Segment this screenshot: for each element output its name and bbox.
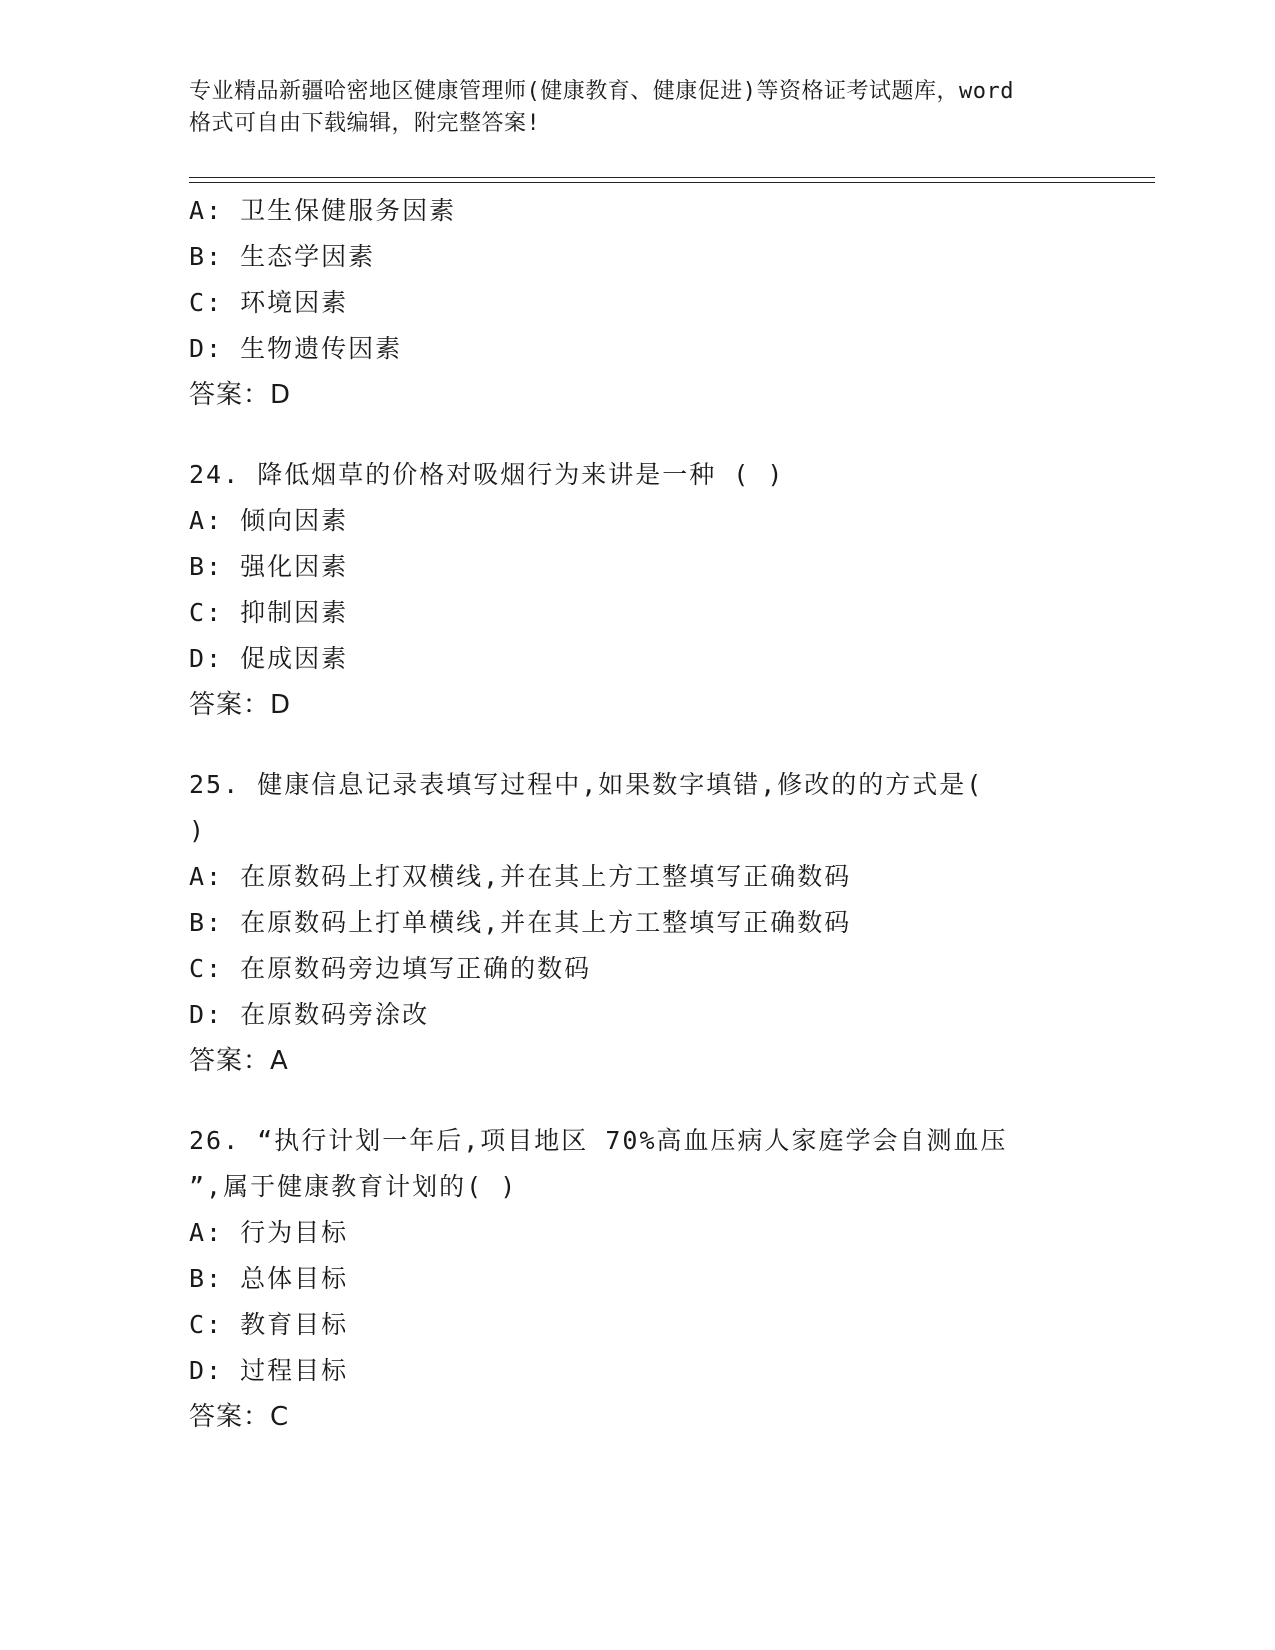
- option-a: A: 卫生保健服务因素: [189, 196, 457, 225]
- option-b: B: 生态学因素: [189, 242, 376, 271]
- option-d: D: 生物遗传因素: [189, 334, 403, 363]
- answer-line: 答案：D: [189, 380, 292, 410]
- header-line-1: 专业精品新疆哈密地区健康管理师(健康教育、健康促进)等资格证考试题库，word: [189, 79, 1014, 104]
- question-stem: 25. 健康信息记录表填写过程中,如果数字填错,修改的的方式是(: [189, 770, 984, 799]
- answer-line: 答案：A: [189, 1046, 289, 1076]
- option-a: A: 在原数码上打双横线,并在其上方工整填写正确数码: [189, 862, 852, 891]
- option-b: B: 在原数码上打单横线,并在其上方工整填写正确数码: [189, 908, 852, 937]
- option-d: D: 促成因素: [189, 644, 349, 673]
- question-block-24: [189, 452, 1155, 728]
- question-stem: 26. “执行计划一年后,项目地区 70%高血压病人家庭学会自测血压: [189, 1126, 1008, 1155]
- spacer: [189, 1084, 1155, 1118]
- option-a: A: 倾向因素: [189, 506, 349, 535]
- spacer: [189, 728, 1155, 762]
- option-c: C: 抑制因素: [189, 598, 349, 627]
- option-c: C: 在原数码旁边填写正确的数码: [189, 954, 592, 983]
- spacer: [189, 418, 1155, 452]
- option-c: C: 教育目标: [189, 1310, 349, 1339]
- document-header: [189, 76, 1089, 140]
- option-b: B: 总体目标: [189, 1264, 349, 1293]
- answer-line: 答案：D: [189, 690, 292, 720]
- option-d: D: 过程目标: [189, 1356, 349, 1385]
- option-c: C: 环境因素: [189, 288, 349, 317]
- answer-line: 答案：C: [189, 1402, 290, 1432]
- question-stem-continued: ”,属于健康教育计划的( ): [189, 1172, 518, 1201]
- question-stem: 24. 降低烟草的价格对吸烟行为来讲是一种 ( ): [189, 460, 785, 489]
- question-stem-continued: ): [189, 816, 207, 845]
- option-b: B: 强化因素: [189, 552, 349, 581]
- option-a: A: 行为目标: [189, 1218, 349, 1247]
- header-line-2: 格式可自由下载编辑，附完整答案!: [189, 111, 541, 136]
- question-block-23: [189, 188, 1155, 418]
- question-block-26: [189, 1118, 1155, 1440]
- option-d: D: 在原数码旁涂改: [189, 1000, 430, 1029]
- question-block-25: [189, 762, 1155, 1084]
- header-rule-bottom: [189, 182, 1155, 183]
- question-list: [189, 188, 1155, 1440]
- header-rule-top: [189, 177, 1155, 178]
